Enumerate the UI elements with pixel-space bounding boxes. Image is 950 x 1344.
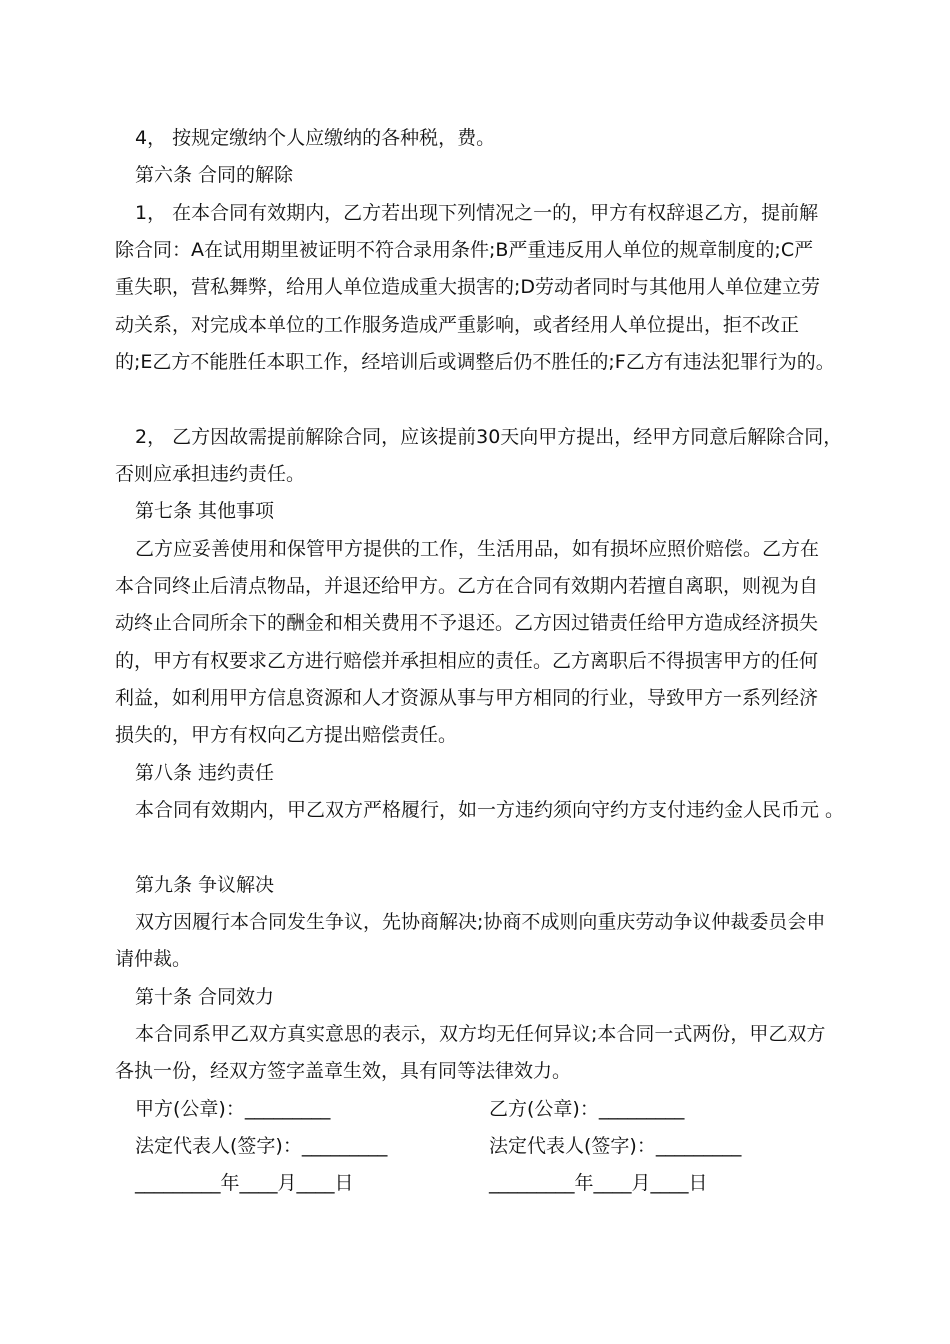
article-7-para-line-5: 利益，如利用甲方信息资源和人才资源从事与甲方相同的行业，导致甲方一系列经济 <box>115 687 819 709</box>
article-6-item-1-line-3: 重失职，营私舞弊，给用人单位造成重大损害的;D劳动者同时与其他用人单位建立劳 <box>115 276 821 298</box>
article-9-heading: 第九条 争议解决 <box>135 874 275 896</box>
article-7-para-line-3: 动终止合同所余下的酬金和相关费用不予退还。乙方因过错责任给甲方造成经济损失 <box>115 612 819 634</box>
article-6-item-2-line-1: 2， 乙方因故需提前解除合同，应该提前30天向甲方提出，经甲方同意后解除合同， <box>135 426 843 448</box>
article-6-item-1-line-4: 动关系，对完成本单位的工作服务造成严重影响，或者经用人单位提出，拒不改正 <box>115 314 800 336</box>
party-a-date: _________年____月____日 <box>135 1172 354 1194</box>
party-b-seal: 乙方(公章)：_________ <box>489 1098 685 1120</box>
article-7-para-line-1: 乙方应妥善使用和保管甲方提供的工作，生活用品，如有损坏应照价赔偿。乙方在 <box>135 538 820 560</box>
article-6-item-1-line-1: 1， 在本合同有效期内，乙方若出现下列情况之一的，甲方有权辞退乙方，提前解 <box>135 202 819 224</box>
article-9-para-line-2: 请仲裁。 <box>115 948 192 970</box>
article-6-item-1-line-5: 的;E乙方不能胜任本职工作，经培训后或调整后仍不胜任的;F乙方有违法犯罪行为的。 <box>115 351 835 373</box>
article-8-para: 本合同有效期内，甲乙双方严格履行，如一方违约须向守约方支付违约金人民币元 。 <box>135 799 845 821</box>
clause-4-tax: 4， 按规定缴纳个人应缴纳的各种税，费。 <box>135 127 496 149</box>
article-10-para-line-2: 各执一份，经双方签字盖章生效，具有同等法律效力。 <box>115 1060 572 1082</box>
article-6-heading: 第六条 合同的解除 <box>135 164 294 186</box>
party-b-representative: 法定代表人(签字)：_________ <box>489 1135 742 1157</box>
article-10-heading: 第十条 合同效力 <box>135 986 275 1008</box>
article-6-item-2-line-2: 否则应承担违约责任。 <box>115 463 306 485</box>
article-7-para-line-4: 的，甲方有权要求乙方进行赔偿并承担相应的责任。乙方离职后不得损害甲方的任何 <box>115 650 819 672</box>
article-7-para-line-6: 损失的，甲方有权向乙方提出赔偿责任。 <box>115 724 458 746</box>
article-8-heading: 第八条 违约责任 <box>135 762 275 784</box>
article-10-para-line-1: 本合同系甲乙双方真实意思的表示，双方均无任何异议;本合同一式两份，甲乙双方 <box>135 1023 826 1045</box>
article-7-heading: 第七条 其他事项 <box>135 500 275 522</box>
article-9-para-line-1: 双方因履行本合同发生争议，先协商解决;协商不成则向重庆劳动争议仲裁委员会申 <box>135 911 826 933</box>
article-7-para-line-2: 本合同终止后清点物品，并退还给甲方。乙方在合同有效期内若擅自离职，则视为自 <box>115 575 819 597</box>
party-b-date: _________年____月____日 <box>489 1172 708 1194</box>
party-a-seal: 甲方(公章)：_________ <box>135 1098 331 1120</box>
article-6-item-1-line-2: 除合同：A在试用期里被证明不符合录用条件;B严重违反用人单位的规章制度的;C严 <box>115 239 814 261</box>
party-a-representative: 法定代表人(签字)：_________ <box>135 1135 388 1157</box>
